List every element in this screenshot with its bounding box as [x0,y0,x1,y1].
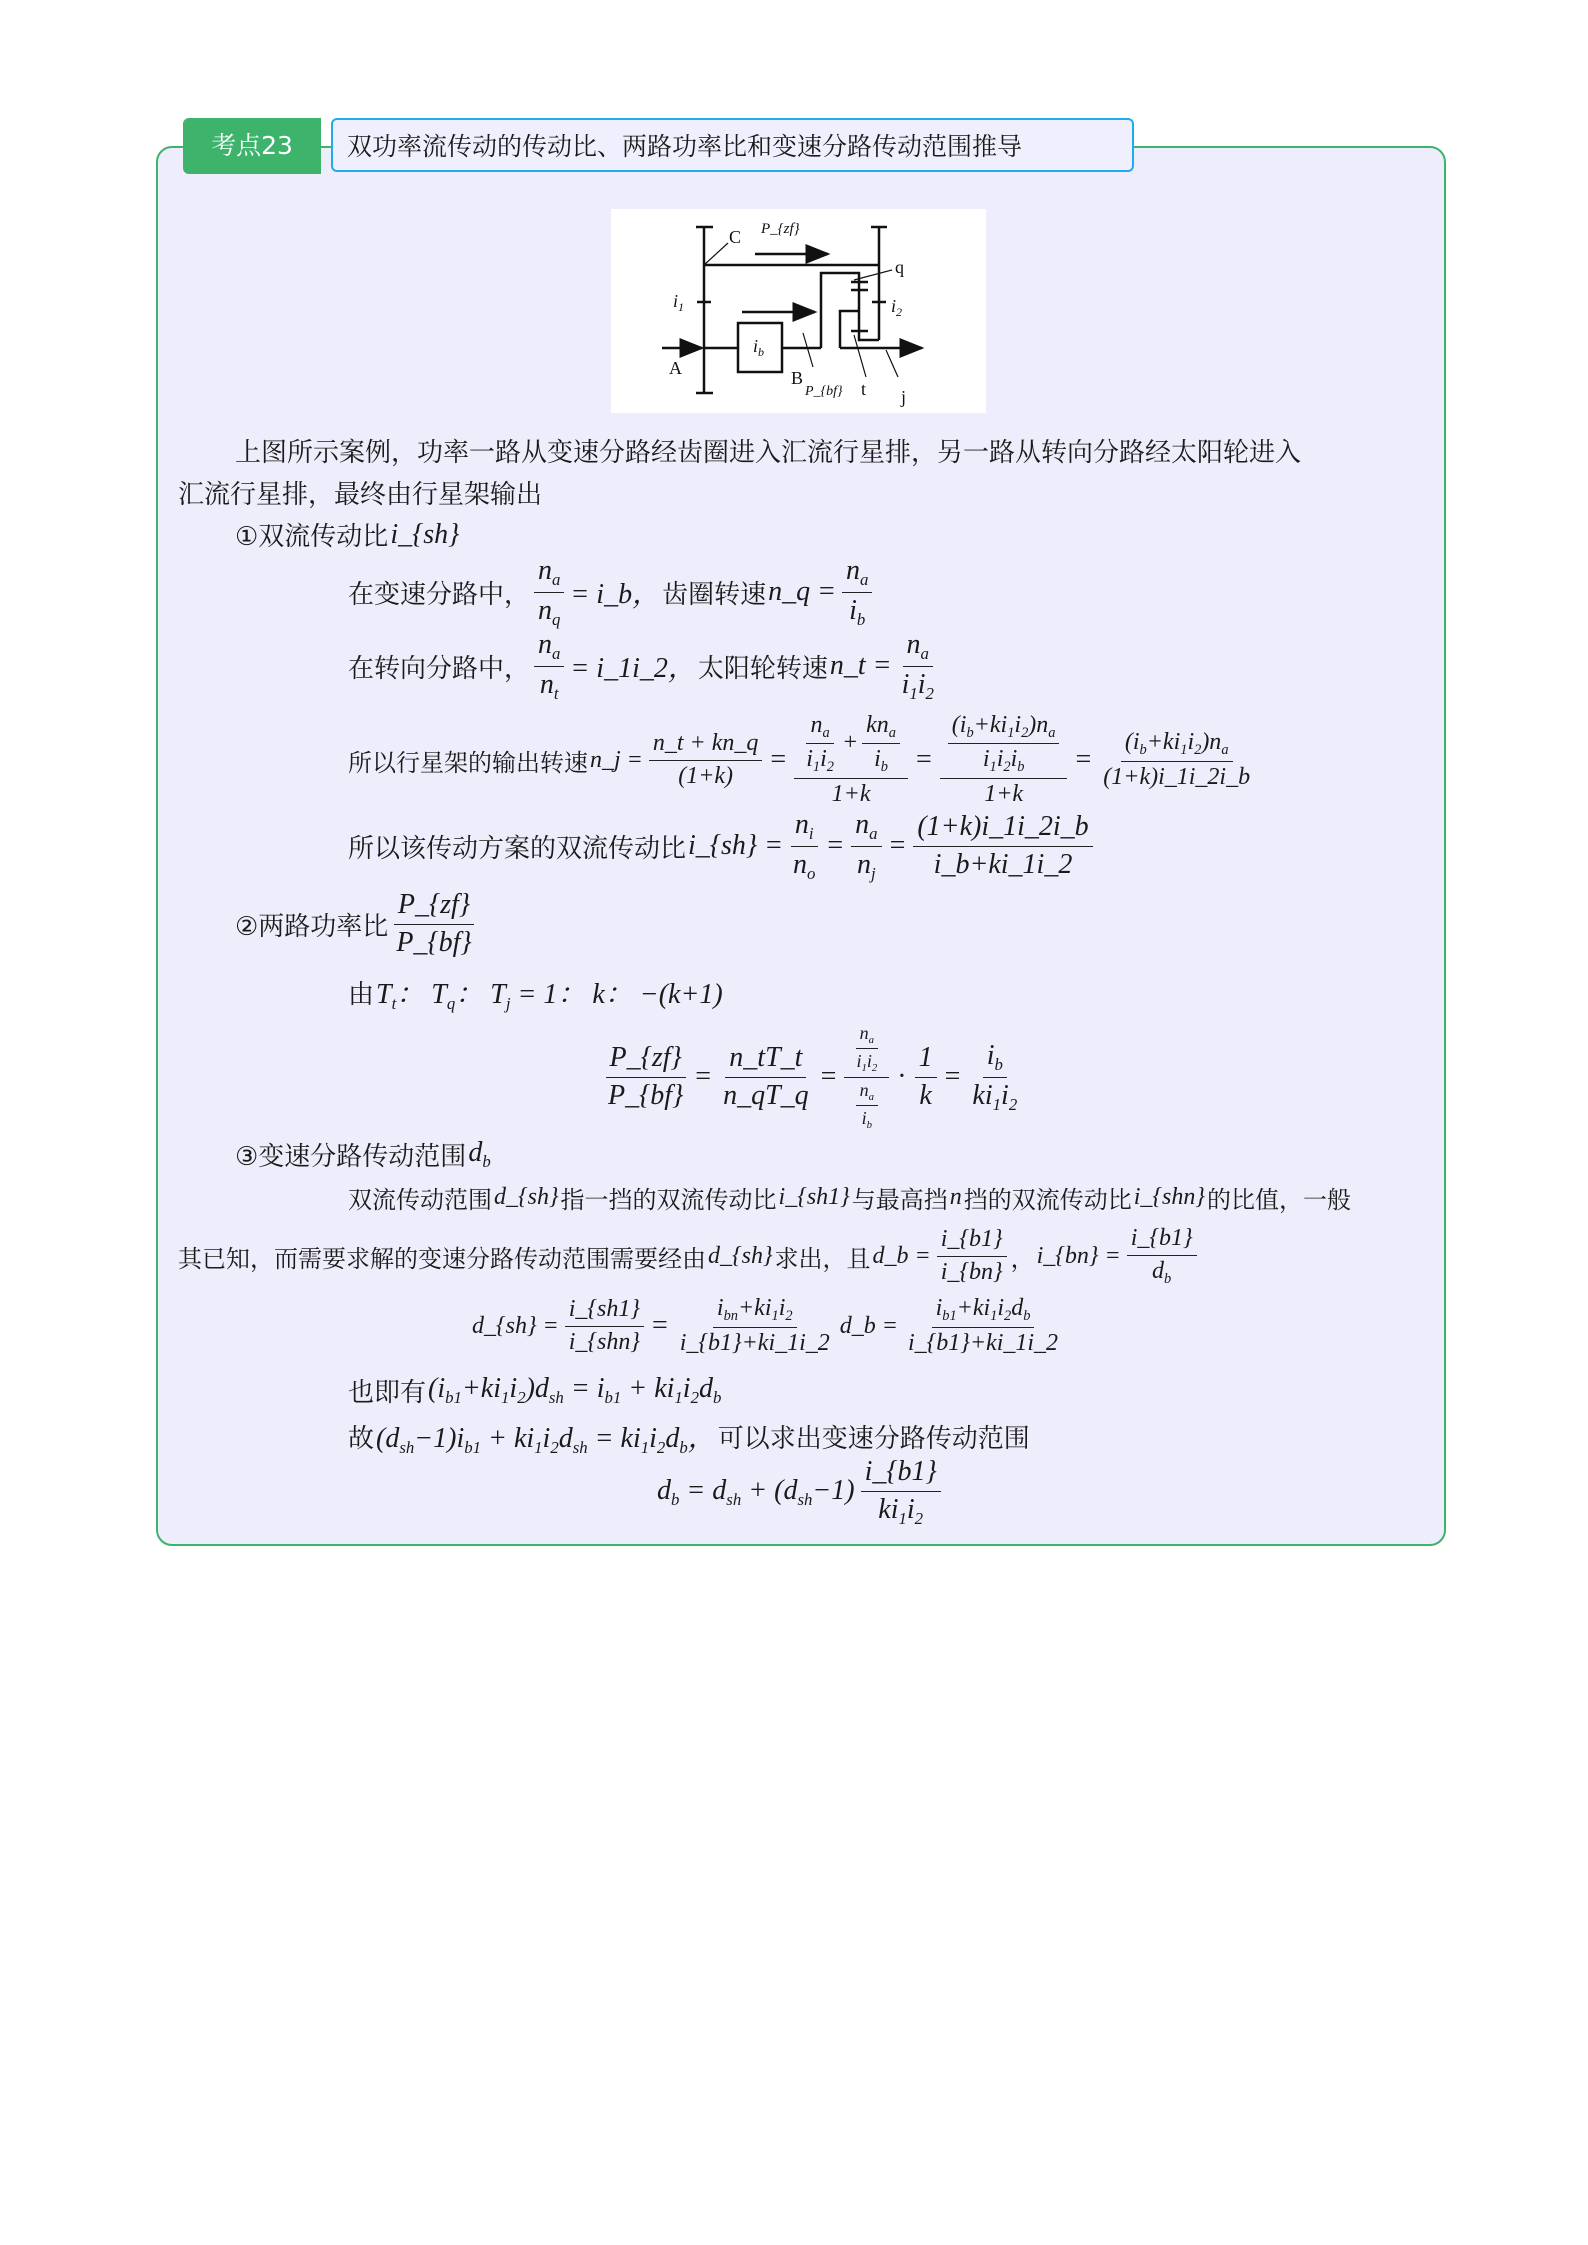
intro-line-1: 上图所示案例，功率一路从变速分路经齿圈进入汇流行星排，另一路从转向分路经太阳轮进入 [235,438,1302,468]
text: 双流传动范围 [348,1186,492,1214]
math: n_j = [590,746,643,773]
text [862,712,900,776]
text: = [889,830,906,861]
label-t: t [861,379,867,399]
intro-line-2: 汇流行星排，最终由行星架输出 [178,480,543,510]
math-expression: $(i_{b1}+ki_1i_2)d_{sh} = i_{b1} + ki_1i_2d_b$ [428,1373,722,1407]
carrier-speed-line [348,712,1258,808]
fraction [392,889,475,958]
topic-tag: 考点23 [183,118,321,174]
denominator: (1+k)i_1i_2i_b [1103,763,1251,790]
fraction [937,1226,1007,1286]
text [848,1078,886,1131]
math: i_{shn} [1133,1184,1205,1210]
text: = [820,1061,837,1092]
math-expression: 1 [915,1042,937,1077]
section3-heading [235,1136,493,1173]
math: = i_b， [570,579,661,610]
therefore-line [348,1416,1030,1458]
text: 太阳轮转速 [697,653,828,684]
numerator: n_t + kn_q [649,730,763,761]
math-expression: $i_b$ [874,746,888,776]
section2-heading [235,889,480,958]
math-expression: $ki_1i_2$ [878,1493,924,1528]
fraction [842,555,872,628]
text: = [770,744,787,775]
numerator: P_{zf} [606,1042,686,1077]
dsh-equation [470,1292,1066,1360]
label-j: j [901,387,907,407]
denominator: i_{b1}+ki_1i_2 [679,1329,830,1356]
numerator: i_{sh1} [565,1296,644,1327]
text: 所以行星架的输出转速 [348,748,588,777]
math-expression: n [949,1184,962,1210]
section1-heading [235,516,461,553]
text: $\frac{n_a}{i_1i_2}$ + $\frac{kn_a}{i_b}$ [794,712,908,779]
label-pbf: P_{bf} [805,384,843,399]
text: 可以求出变速分路传动范围 [717,1424,1030,1455]
denominator: P_{bf} [608,1079,684,1111]
text: 的比值，一般 [1206,1186,1351,1214]
fraction [915,1042,937,1111]
fraction [844,1023,889,1131]
math: d_b = [872,1242,931,1269]
math-expression: 1+k [984,780,1024,807]
math-expression: $(i_b+ki_1i_2)n_a$ [948,712,1060,745]
label-i2: $i_2$ [891,296,903,319]
db-result-equation [655,1458,945,1526]
math: n_t = [829,650,892,681]
text: 其已知，而需要求解的变速分路传动范围需要经由 [178,1244,706,1273]
fraction [913,811,1092,880]
fraction [968,1040,1021,1113]
heading-text: ③变速分路传动范围 [235,1142,467,1172]
text [856,1080,878,1131]
math: i_{bn} = [1036,1242,1121,1269]
torque-ratio-line [348,972,725,1014]
power-ratio-equation [600,1022,1025,1132]
text: = [1075,744,1092,775]
heading-var: i_{sh} [390,518,460,550]
steer-branch-line [348,629,942,703]
dual-flow-ratio-line [348,809,1097,883]
math-expression: $i_b$ [983,1040,1007,1077]
math-expression: $n_a$ [851,809,881,846]
range-known-line [178,1222,1201,1290]
fraction [898,629,938,702]
math: i_{sh1} [778,1184,850,1210]
text: 在变速分路中， [348,579,531,610]
fraction [1127,1225,1197,1287]
text: 齿圈转速 [662,579,767,610]
fraction [789,809,819,882]
math-expression: $i_1i_2$ [901,668,934,703]
denominator: i_{bn} [940,1258,1003,1285]
range-definition-line [348,1180,1351,1215]
math: i_{sh} = [688,830,783,861]
fraction [565,1296,644,1356]
math-expression: $n_j$ [857,848,876,883]
text: = [651,1310,668,1341]
text [852,1023,881,1074]
math-expression: (1+k) [678,762,734,789]
dot: · [897,1061,907,1092]
math-expression: $ki_1i_2$ [972,1079,1018,1114]
math-expression: $n_a$ [534,629,564,666]
math-expression: $n_a$ [856,1080,878,1106]
equivalence-line [348,1372,723,1409]
math-expression: $n_a$ [806,712,833,745]
text: 与最高挡 [851,1186,948,1214]
transmission-diagram [611,209,986,413]
label-i1: $i_1$ [673,291,685,314]
label-b: B [791,368,804,388]
math-expression: $i_1i_2i_b$ [982,746,1025,776]
text: = [827,830,844,861]
fraction [861,1456,941,1527]
text: 挡的双流传动比 [963,1186,1132,1214]
text: = [944,1061,961,1092]
numerator: P_{zf} [394,889,474,924]
math-expression: $i_b$ [849,594,866,629]
numerator: i_{b1} [937,1226,1007,1257]
label-q: q [895,257,904,277]
text: 在转向分路中， [348,653,531,684]
heading-var: $d_b$ [468,1137,491,1171]
denominator: P_{bf} [396,926,472,958]
text: 也即有 [348,1378,427,1408]
fraction [1099,729,1254,791]
text: 求出，且 [774,1244,871,1273]
text: 指一挡的双流传动比 [560,1186,777,1214]
denominator: i_{b1}+ki_1i_2 [907,1329,1059,1356]
math-expression: $n_t$ [539,668,559,703]
label-pzf: P_{zf} [761,221,800,237]
fraction [534,629,564,702]
fraction [604,1042,687,1111]
text: 由 [348,980,375,1011]
text [948,712,1060,776]
text: ， [1010,1244,1035,1273]
fraction [534,555,564,628]
math: d_{sh} [708,1242,773,1269]
label-c: C [729,227,742,247]
fraction [719,1042,813,1111]
math-expression: $n_a$ [534,555,564,592]
math: d_{sh} = [472,1312,559,1339]
math: n_q = [768,576,837,607]
text: = [695,1061,712,1092]
heading-text: ①双流传动比 [235,522,389,552]
fraction [940,712,1068,809]
fraction [851,809,881,882]
math-expression: $i_{b1}+ki_1i_2d_b$ [932,1295,1035,1328]
math-expression: $kn_a$ [862,712,900,745]
heading-text: ②两路功率比 [235,911,389,942]
fraction [794,712,908,809]
numerator: (1+k)i_1i_2i_b [913,811,1092,846]
math-expression: $i_1i_2$ [806,746,834,776]
topic-title: 双功率流传动的传动比、两路功率比和变速分路传动范围推导 [331,118,1134,172]
denominator: n_qT_q [723,1079,809,1111]
text: 所以该传动方案的双流传动比 [348,833,687,864]
math: d_{sh} [494,1184,559,1210]
math: $T_t$： $T_q$： $T_j = 1$： k： −(k+1) [376,979,723,1013]
fraction [649,730,763,790]
text [802,712,838,776]
denominator: i_b+ki_1i_2 [933,848,1073,880]
text: 故 [348,1424,375,1455]
math-expression: $i_b$ [861,1107,873,1131]
math-expression: $i_{bn}+ki_1i_2$ [713,1295,797,1328]
text [940,712,1068,779]
label-a: A [669,358,682,378]
diagram-svg [611,209,986,413]
math: d_b = [839,1312,898,1339]
speed-branch-line [348,555,876,629]
text [844,1023,889,1077]
numerator: i_{b1} [861,1456,941,1491]
denominator: i_{shn} [568,1328,640,1355]
math-expression: 1+k [831,780,871,807]
math-expression: $d_b = d_{sh} + (d_{sh}-1)$ [657,1474,855,1509]
math-expression: $n_a$ [842,555,872,592]
numerator: n_tT_t [725,1042,806,1077]
math-expression: $i_1i_2$ [856,1051,878,1075]
math-expression: $(i_b+ki_1i_2)n_a$ [1121,729,1233,762]
label-ib: $i_b$ [753,336,765,359]
math-expression: $n_a$ [856,1023,878,1049]
math-expression: k [919,1079,932,1111]
math-expression: $d_b$ [1152,1257,1172,1287]
numerator: i_{b1} [1127,1225,1197,1256]
math-expression: $n_a$ [903,629,933,666]
math-expression: $n_q$ [538,594,561,629]
math-expression: $n_i$ [791,809,818,846]
math-expression: $n_o$ [792,848,816,883]
math-expression: $(d_{sh}-1)i_{b1} + ki_1i_2d_{sh} = ki_1i_2d_b$， [376,1423,716,1457]
fraction [904,1295,1062,1357]
text: = [916,744,932,775]
fraction [676,1295,834,1357]
math: = i_1i_2， [570,653,696,684]
